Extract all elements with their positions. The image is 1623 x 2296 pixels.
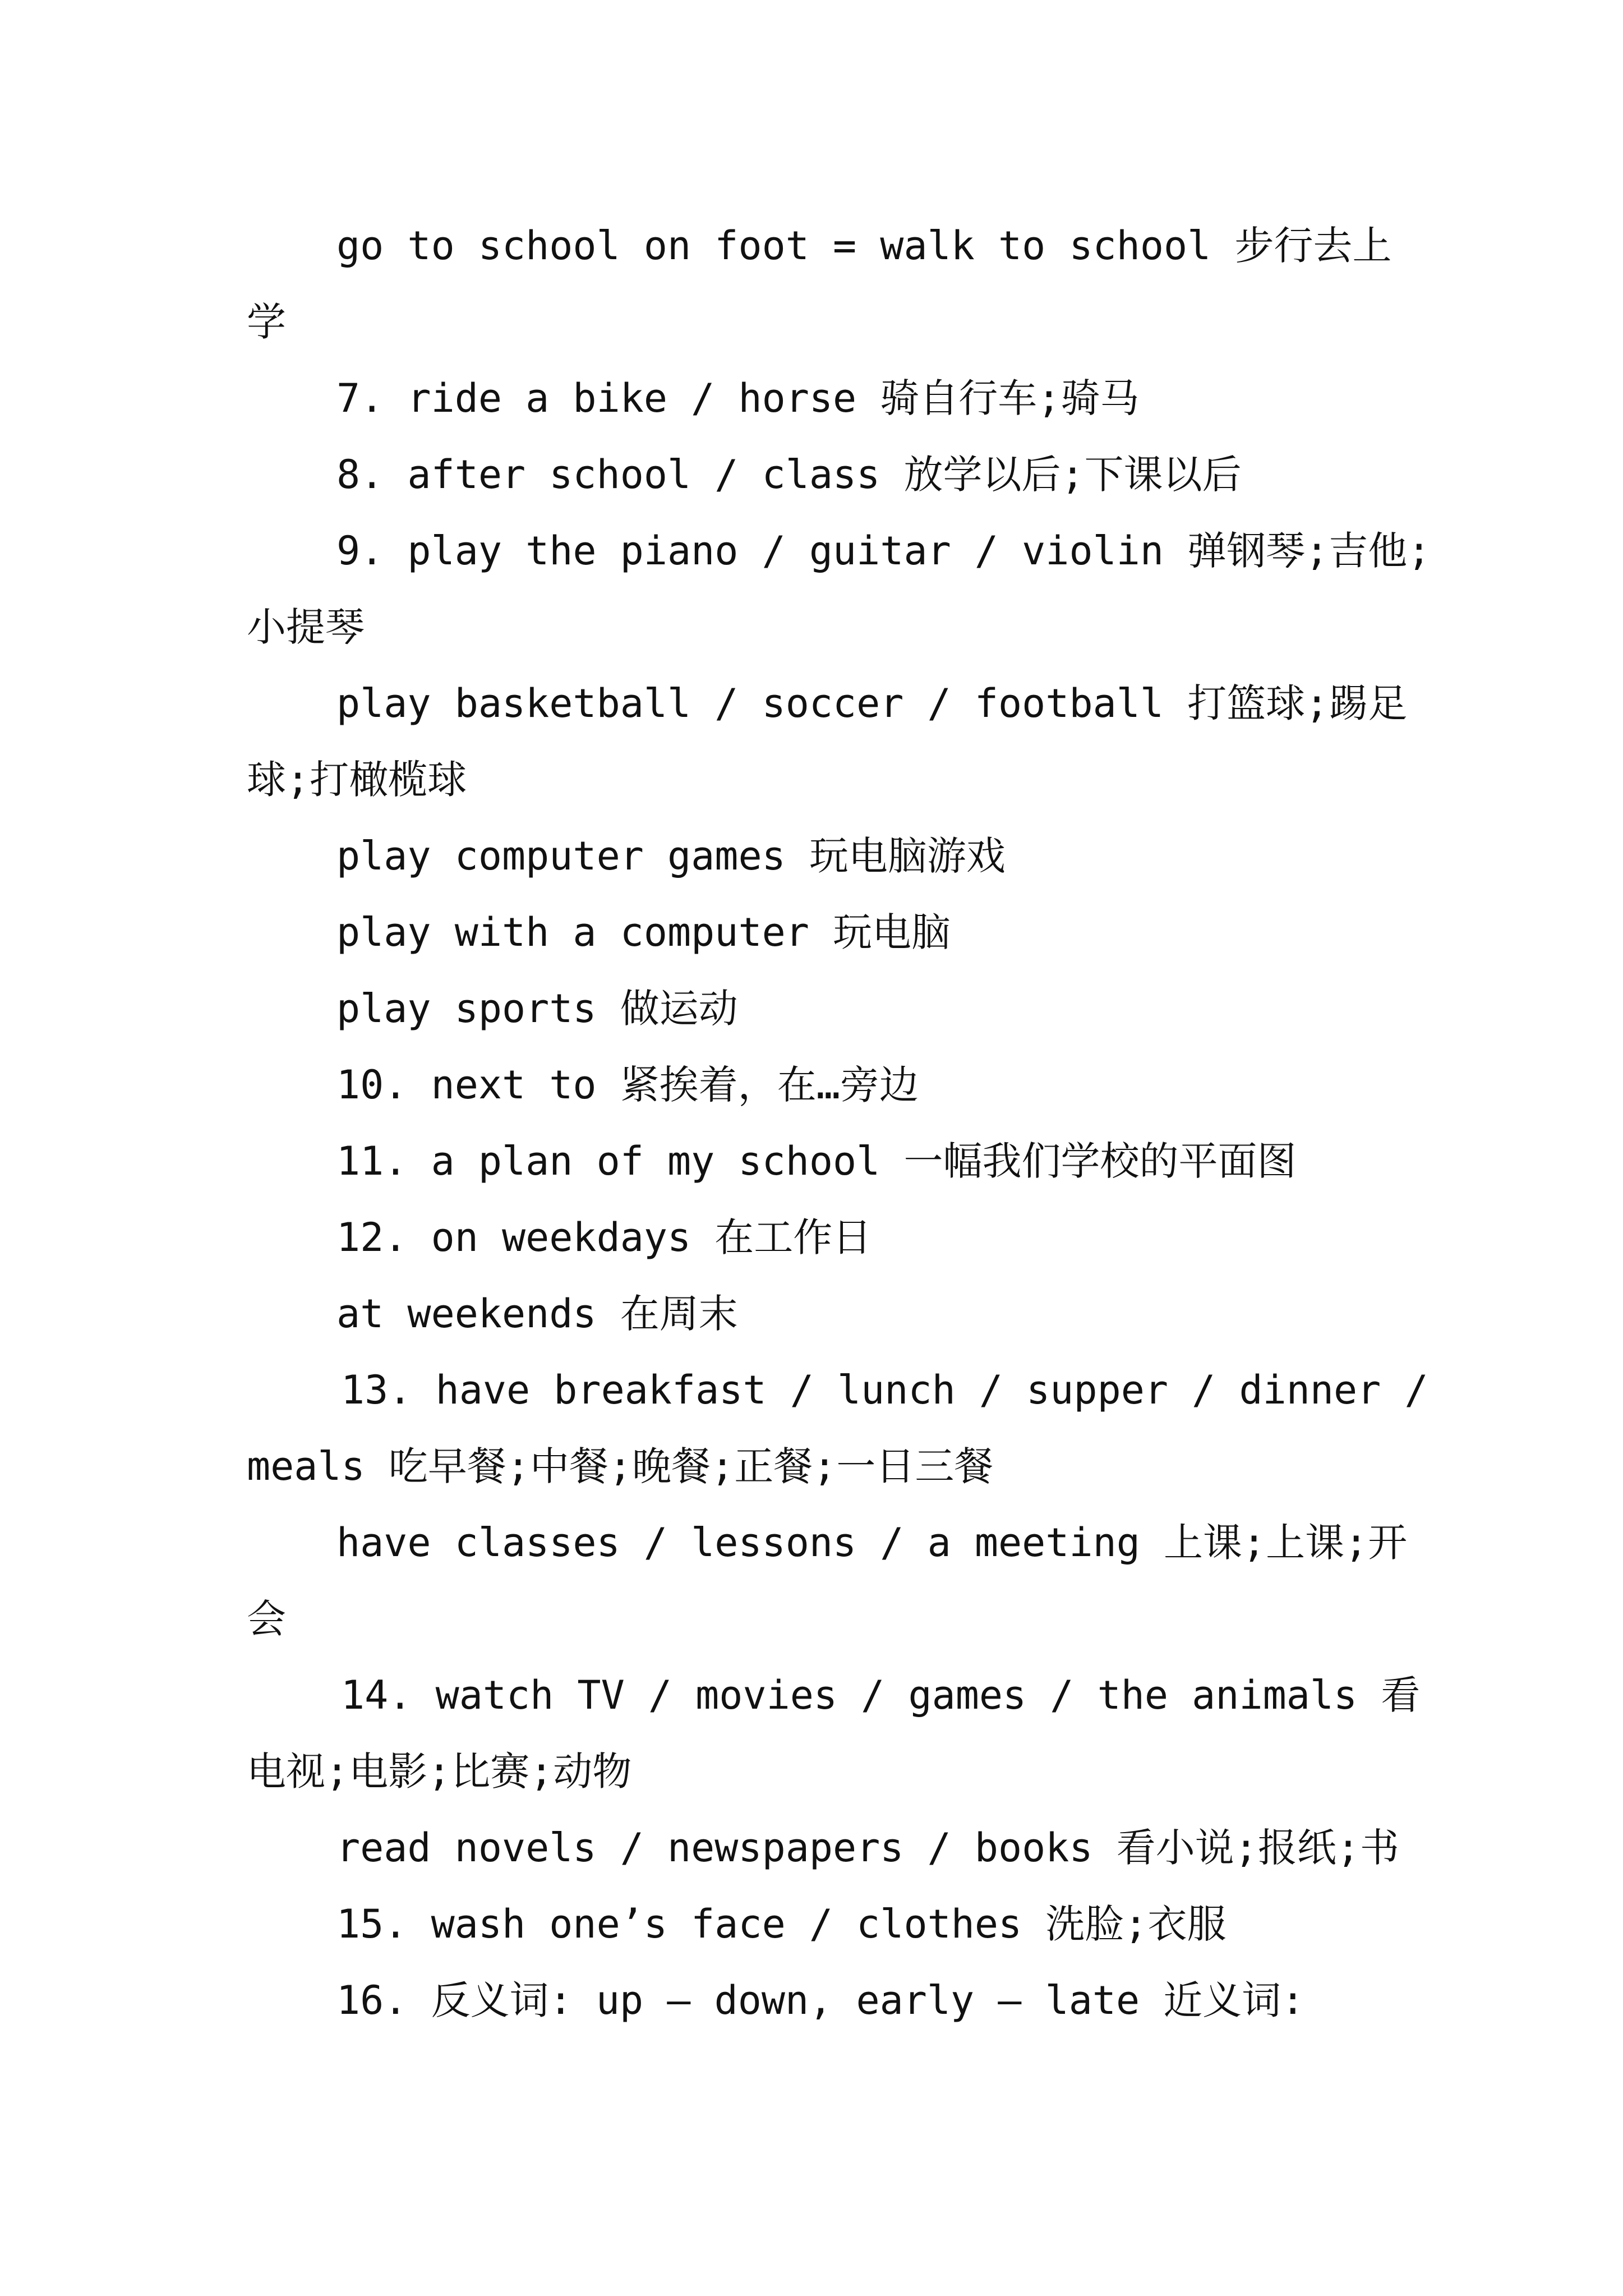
text-line: have classes / lessons / a meeting 上课;上课;开 [336, 1520, 1408, 1566]
text-line: read novels / newspapers / books 看小说;报纸;书 [336, 1825, 1400, 1871]
text-line: 13. have breakfast / lunch / supper / dinner / [341, 1367, 1428, 1413]
text-line: 电视;电影;比赛;动物 [247, 1749, 632, 1795]
text-line: 7. ride a bike / horse 骑自行车;骑马 [336, 375, 1140, 421]
text-line: play basketball / soccer / football 打篮球;踢足 [336, 680, 1408, 726]
text-line: 11. a plan of my school 一幅我们学校的平面图 [336, 1138, 1297, 1184]
text-line: 8. after school / class 放学以后;下课以后 [336, 452, 1242, 498]
text-line: go to school on foot = walk to school 步行去上 [336, 223, 1392, 269]
text-line: 学 [247, 299, 286, 345]
vocabulary-list [247, 208, 1431, 2039]
text-line: 球;打橄榄球 [247, 757, 467, 803]
text-line: meals 吃早餐;中餐;晚餐;正餐;一日三餐 [247, 1443, 994, 1489]
text-line: play sports 做运动 [336, 986, 738, 1032]
text-line: play computer games 玩电脑游戏 [336, 833, 1006, 879]
text-line: 10. next to 紧挨着，在…旁边 [336, 1062, 919, 1108]
text-line: 14. watch TV / movies / games / the animals 看 [341, 1672, 1421, 1718]
text-line: 15. wash one’s face / clothes 洗脸;衣服 [336, 1901, 1227, 1947]
text-line: 12. on weekdays 在工作日 [336, 1214, 872, 1260]
text-line: 9. play the piano / guitar / violin 弹钢琴;吉他; [336, 528, 1431, 574]
text-line: 会 [247, 1596, 286, 1642]
text-line: 16. 反义词: up – down, early – late 近义词: [336, 1977, 1305, 2023]
text-line: at weekends 在周末 [336, 1291, 738, 1337]
text-line: 小提琴 [247, 604, 365, 650]
text-line: play with a computer 玩电脑 [336, 909, 951, 955]
